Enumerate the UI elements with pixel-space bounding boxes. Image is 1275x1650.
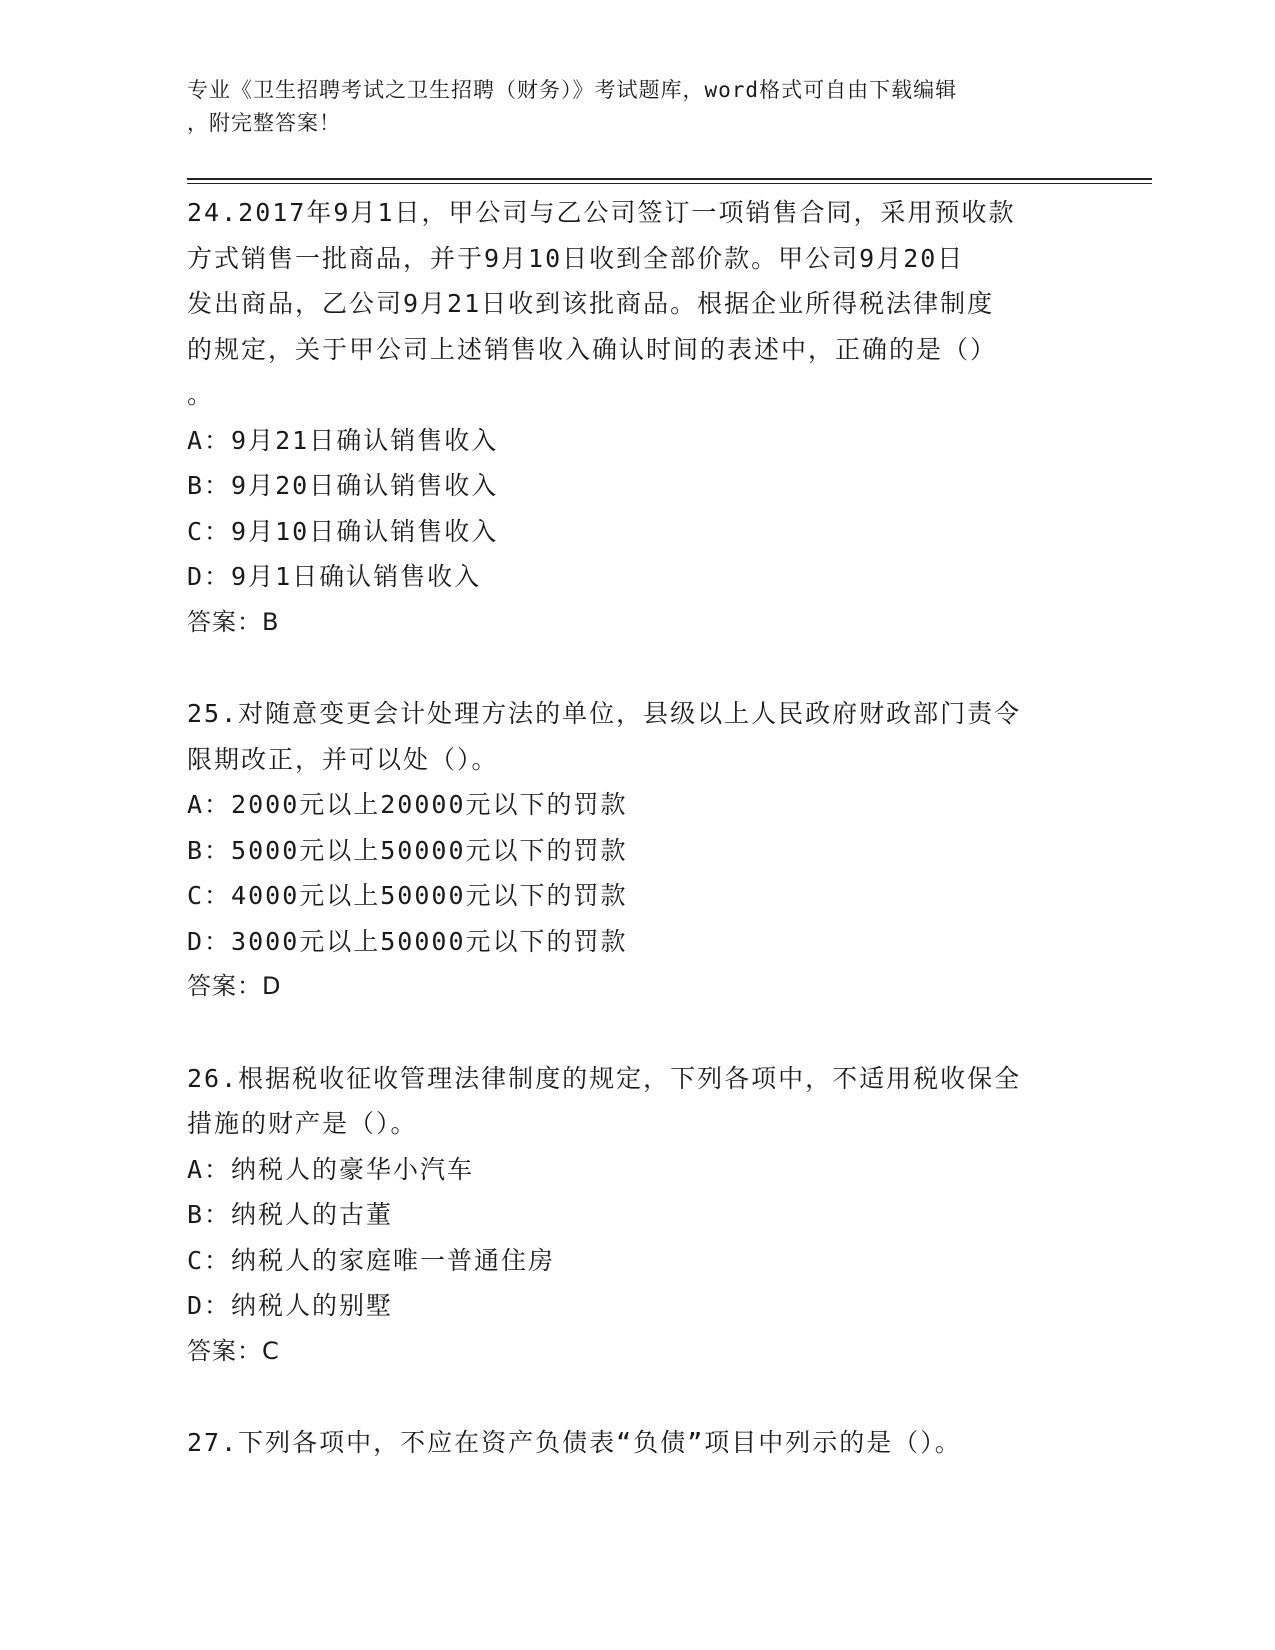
stem-line: 24.2017年9月1日，甲公司与乙公司签订一项销售合同，采用预收款 bbox=[187, 198, 1016, 227]
stem-line: 的规定，关于甲公司上述销售收入确认时间的表述中，正确的是（） bbox=[187, 334, 998, 364]
answer: 答案：B bbox=[187, 607, 280, 636]
option-a: A：9月21日确认销售收入 bbox=[187, 425, 499, 455]
header-divider-thick bbox=[187, 178, 1152, 180]
option-b: B：5000元以上50000元以下的罚款 bbox=[187, 835, 628, 865]
option-b: B：纳税人的古董 bbox=[187, 1200, 394, 1229]
question-24 bbox=[187, 190, 1087, 645]
option-a: A：纳税人的豪华小汽车 bbox=[187, 1154, 475, 1184]
question-25 bbox=[187, 691, 1087, 1010]
answer: 答案：D bbox=[187, 972, 282, 1000]
stem-line: 26.根据税收征收管理法律制度的规定，下列各项中，不适用税收保全 bbox=[187, 1063, 1022, 1093]
header-line-1: 专业《卫生招聘考试之卫生招聘（财务）》考试题库，word格式可自由下载编辑 bbox=[187, 78, 958, 102]
stem-line: 27.下列各项中，不应在资产负债表“负债”项目中列示的是（）。 bbox=[187, 1428, 962, 1457]
stem-line: 25.对随意变更会计处理方法的单位，县级以上人民政府财政部门责令 bbox=[187, 699, 1022, 728]
option-d: D：纳税人的别墅 bbox=[187, 1291, 394, 1320]
document-header bbox=[187, 74, 1067, 140]
stem-line: 方式销售一批商品，并于9月10日收到全部价款。甲公司9月20日 bbox=[187, 243, 965, 273]
stem-line: 发出商品，乙公司9月21日收到该批商品。根据企业所得税法律制度 bbox=[187, 289, 995, 318]
question-stem bbox=[187, 691, 1077, 782]
option-d: D：3000元以上50000元以下的罚款 bbox=[187, 926, 628, 956]
question-stem bbox=[187, 1056, 1077, 1147]
option-c: C：9月10日确认销售收入 bbox=[187, 516, 499, 546]
header-divider-thin bbox=[187, 183, 1152, 184]
header-line-2: ，附完整答案！ bbox=[187, 111, 341, 135]
option-a: A：2000元以上20000元以下的罚款 bbox=[187, 790, 628, 819]
question-stem bbox=[187, 1420, 1077, 1466]
option-b: B：9月20日确认销售收入 bbox=[187, 471, 499, 500]
option-c: C：纳税人的家庭唯一普通住房 bbox=[187, 1245, 556, 1275]
stem-line: 。 bbox=[187, 380, 215, 409]
stem-line: 限期改正，并可以处（）。 bbox=[187, 744, 499, 774]
option-d: D：9月1日确认销售收入 bbox=[187, 562, 482, 591]
answer: 答案：C bbox=[187, 1336, 280, 1365]
question-list bbox=[187, 190, 1087, 1512]
question-stem bbox=[187, 190, 1077, 418]
question-27 bbox=[187, 1420, 1087, 1466]
question-26 bbox=[187, 1056, 1087, 1375]
option-c: C：4000元以上50000元以下的罚款 bbox=[187, 881, 628, 910]
stem-line: 措施的财产是（）。 bbox=[187, 1109, 418, 1138]
